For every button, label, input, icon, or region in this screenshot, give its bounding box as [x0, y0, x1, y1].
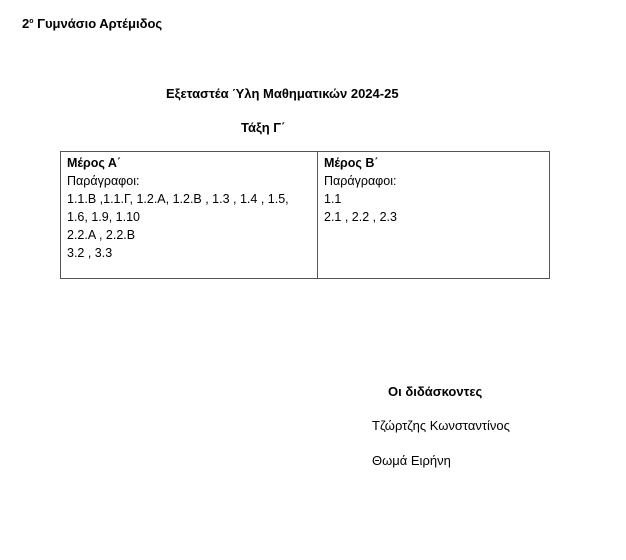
school-name: [22, 16, 162, 31]
part-b-title: Μέρος Β΄: [324, 156, 379, 170]
part-a-line: 3.2 , 3.3: [67, 246, 113, 260]
part-a-line: 1.1.Β ,1.1.Γ, 1.2.Α, 1.2.Β , 1.3 , 1.4 , 1.5,: [67, 192, 289, 206]
part-b-line: 2.1 , 2.2 , 2.3: [324, 210, 397, 224]
teacher-name: Θωμά Ειρήνη: [372, 453, 451, 468]
part-a-line: 2.2.Α , 2.2.Β: [67, 228, 136, 242]
school-number-superscript: ο: [29, 18, 34, 25]
school-number: 2: [22, 16, 30, 31]
class-label: Τάξη Γ΄: [241, 120, 286, 135]
school-name-text: Γυμνάσιο Αρτέμιδος: [37, 16, 163, 31]
part-a-subtitle: Παράγραφοι:: [67, 174, 140, 188]
part-b-cell: [318, 152, 550, 279]
part-a-cell: [61, 152, 318, 279]
teacher-name: Τζώρτζης Κωνσταντίνος: [372, 418, 510, 433]
syllabus-table: [60, 151, 550, 279]
table-row: [61, 152, 550, 279]
part-b-line: 1.1: [324, 192, 342, 206]
part-b-subtitle: Παράγραφοι:: [324, 174, 397, 188]
part-a-title: Μέρος Α΄: [67, 156, 122, 170]
document-title: Εξεταστέα Ύλη Μαθηματικών 2024-25: [166, 86, 399, 101]
teachers-heading: Οι διδάσκοντες: [388, 384, 483, 399]
part-a-line: 1.6, 1.9, 1.10: [67, 210, 140, 224]
